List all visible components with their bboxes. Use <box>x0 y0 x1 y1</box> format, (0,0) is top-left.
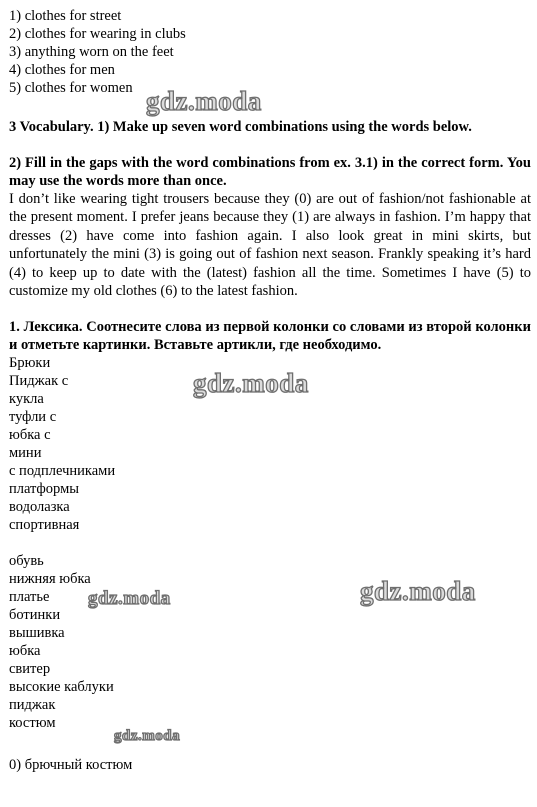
list-item: мини <box>9 445 42 461</box>
list-item: 4) clothes for men <box>9 62 115 78</box>
list-item: ботинки <box>9 607 61 623</box>
list-item: 2) clothes for wearing in clubs <box>9 26 186 42</box>
list-item: обувь <box>9 553 44 569</box>
list-item: платье <box>9 589 50 605</box>
list-item: нижняя юбка <box>9 571 91 587</box>
list-item: юбка <box>9 643 41 659</box>
list-item: высокие каблуки <box>9 679 114 695</box>
list-item: Брюки <box>9 355 51 371</box>
watermark: gdz.moda <box>193 368 309 398</box>
list-item: свитер <box>9 661 51 677</box>
list-item: пиджак <box>9 697 56 713</box>
list-item: платформы <box>9 481 79 497</box>
list-item: костюм <box>9 715 56 731</box>
list-item: Пиджак с <box>9 373 69 389</box>
fill-heading: 2) Fill in the gaps with the word combinations from ex. 3.1) in the correct form. You may use the words more than once. <box>9 155 531 190</box>
watermark: gdz.moda <box>146 86 262 116</box>
list-item: с подплечниками <box>9 463 116 479</box>
list-item: водолазка <box>9 499 70 515</box>
watermark: gdz.moda <box>360 576 476 606</box>
list-item: туфли с <box>9 409 57 425</box>
list-item: 1) clothes for street <box>9 8 122 24</box>
list-item: 3) anything worn on the feet <box>9 44 174 60</box>
answer-line: 0) брючный костюм <box>9 757 133 773</box>
list-item: спортивная <box>9 517 80 533</box>
vocab-heading: 3 Vocabulary. 1) Make up seven word combinations using the words below. <box>9 119 472 135</box>
russian-heading: 1. Лексика. Соотнесите слова из первой колонки со словами из второй колонки и отметьте картинки. Вставьте артикли, где необходимо. <box>9 319 531 354</box>
fill-paragraph: I don’t like wearing tight trousers because they (0) are out of fashion/not fashionable at the present moment. I prefer jeans because they (1) are always in fashion. I’m happy that dresses (2) have come into fashion again. I also look great in mini skirts, but unfortunately the mini (3) is going out of fashion next season. Frankly speaking it’s hard (4) to keep up to date with the (latest) fashion all the time. Sometimes I have (5) to customize my old clothes (6) to the latest fashion. <box>9 191 531 300</box>
list-item: 5) clothes for women <box>9 80 133 96</box>
list-item: кукла <box>9 391 44 407</box>
watermark: gdz.moda <box>114 728 181 744</box>
list-item: юбка с <box>9 427 51 443</box>
list-item: вышивка <box>9 625 65 641</box>
watermark: gdz.moda <box>88 588 171 609</box>
